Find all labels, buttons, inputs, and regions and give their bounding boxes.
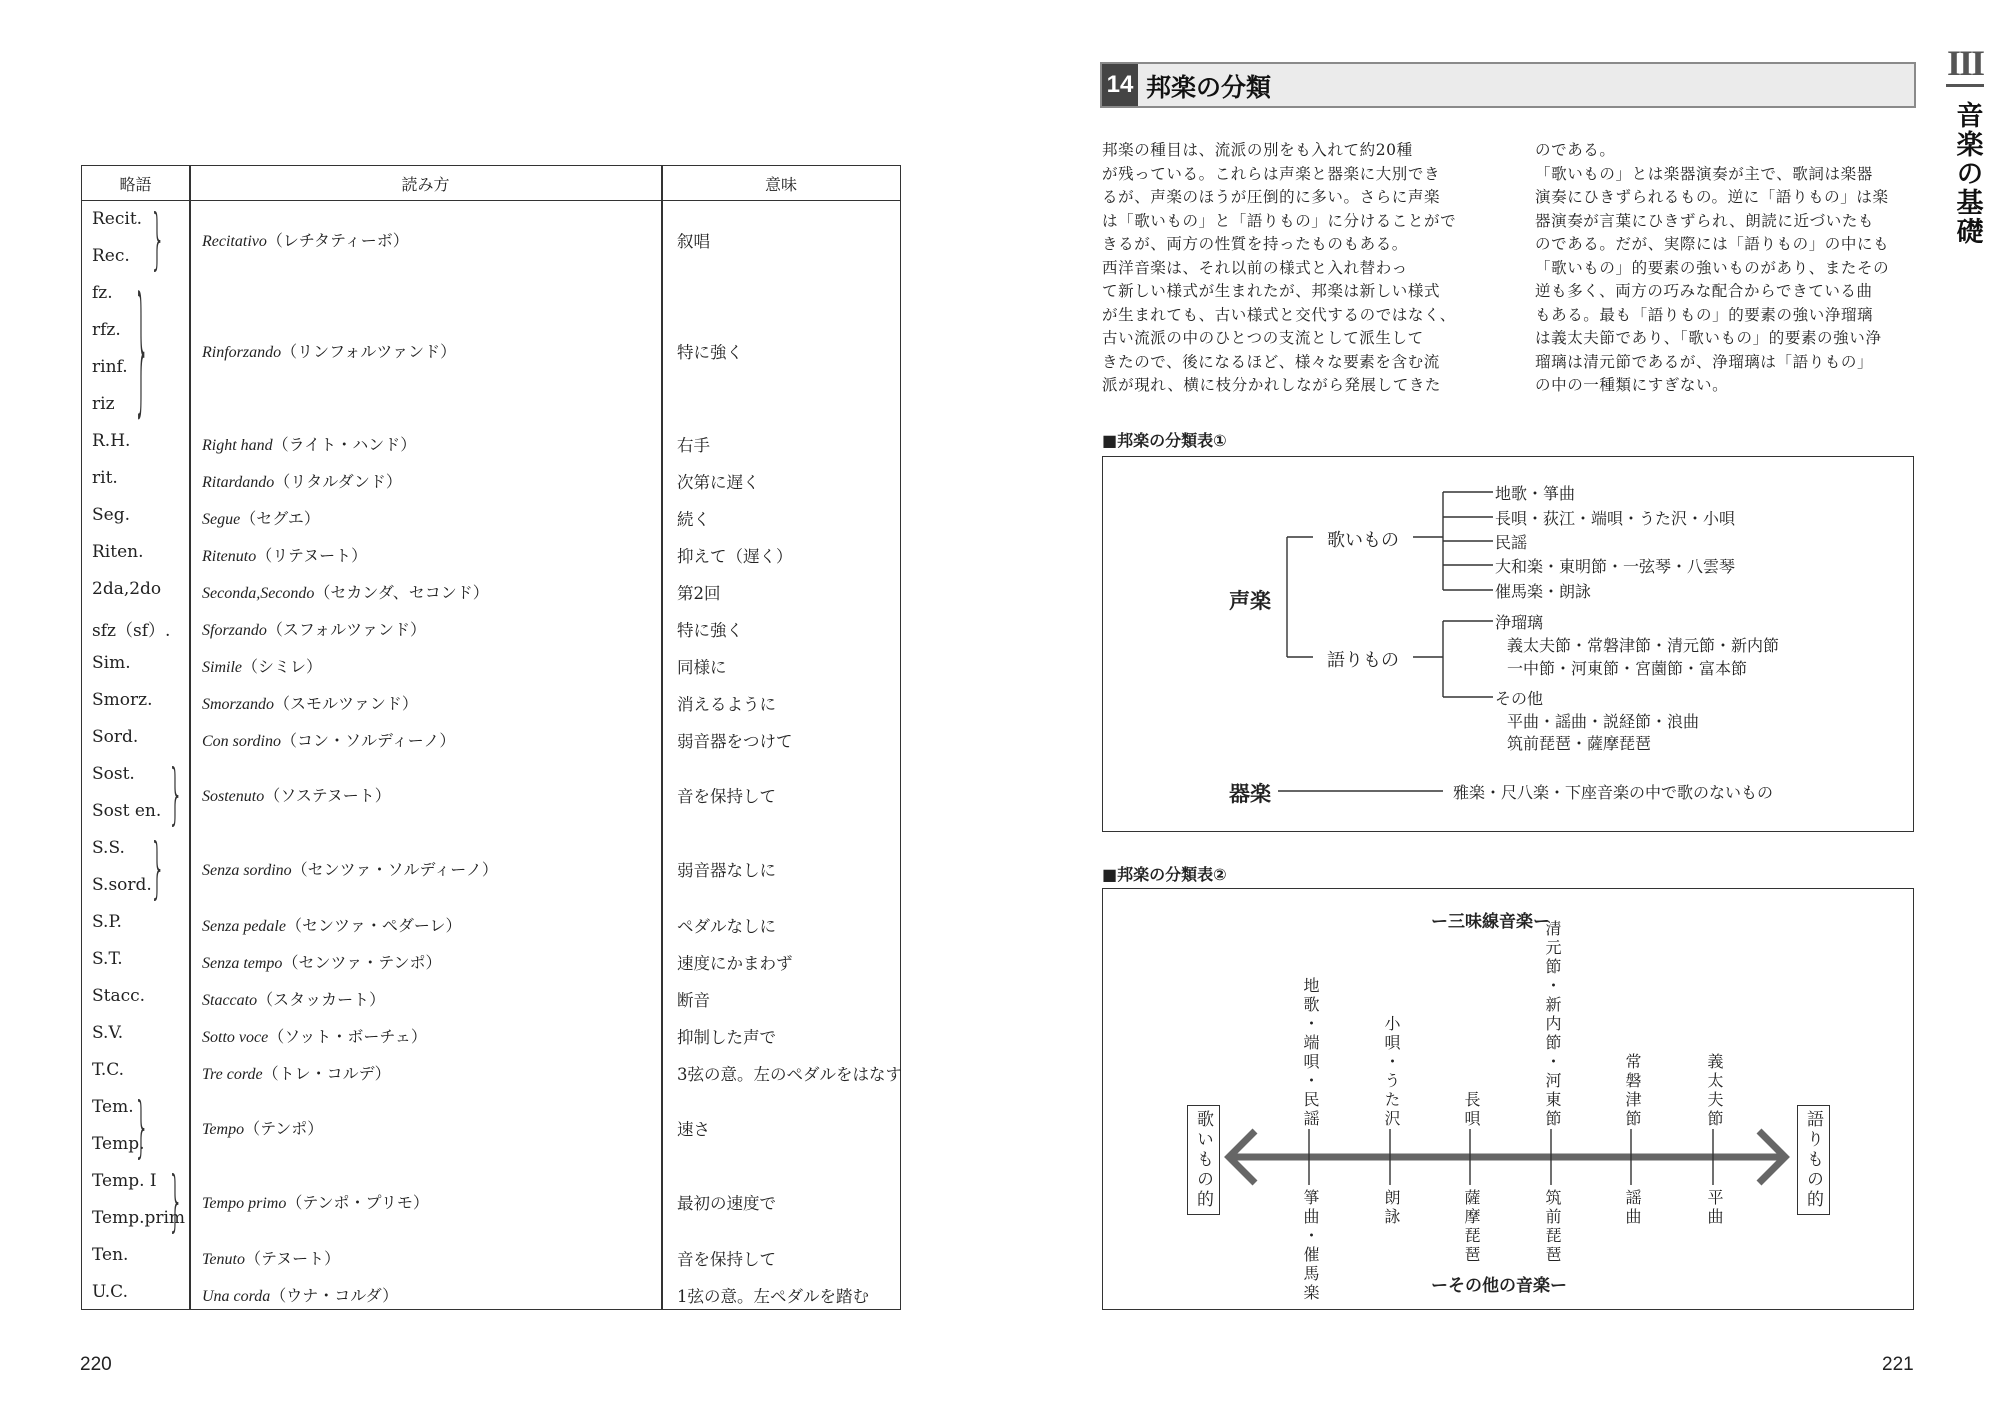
uta-item: 大和楽・東明節・一弦琴・八雲琴 — [1495, 557, 1736, 576]
reading-cell — [202, 228, 409, 251]
label-joruri: 浄瑠璃 — [1495, 613, 1544, 632]
lower-genre-label: 箏曲・催馬楽 — [1301, 1189, 1320, 1303]
reading-cell — [202, 1283, 398, 1306]
uta-item: 地歌・箏曲 — [1495, 484, 1576, 503]
table-row — [82, 1275, 900, 1312]
abbreviation-cell: rfz. — [92, 320, 121, 340]
uta-item: 催馬楽・朗詠 — [1495, 582, 1592, 601]
reading-cell — [202, 1190, 429, 1213]
reading-katakana: （スモルツァンド） — [274, 693, 418, 713]
label-utaimono: 歌いもの — [1327, 530, 1399, 551]
abbreviation-cell: Seg. — [92, 505, 130, 525]
label-other: その他 — [1495, 689, 1544, 708]
reading-cell — [202, 506, 320, 529]
abbreviation-cell: Rec. — [92, 246, 130, 266]
reading-katakana: （コン・ソルディーノ） — [280, 730, 456, 750]
chapter-numeral: III — [1946, 42, 1984, 87]
lower-genre-label: 平曲 — [1705, 1189, 1724, 1227]
meaning-cell: 第2回 — [677, 583, 721, 603]
meaning-cell: 弱音器をつけて — [677, 731, 793, 751]
table-row — [82, 424, 900, 461]
reading-cell — [202, 654, 322, 677]
meaning-cell: 音を保持して — [677, 787, 776, 806]
meaning-cell: 叙唱 — [677, 232, 710, 251]
abbreviation-cell: S.P. — [92, 912, 122, 932]
reading-italian: Senza sordino — [202, 862, 292, 879]
reading-katakana: （ライト・ハンド） — [272, 434, 417, 454]
table-row — [82, 979, 900, 1016]
label-other-music: ーその他の音楽ー — [1431, 1276, 1567, 1296]
abbreviation-cell: R.H. — [92, 431, 131, 451]
abbreviation-cell: rinf. — [92, 357, 128, 377]
label-vocal: 声楽 — [1229, 589, 1271, 613]
meaning-cell: 速さ — [677, 1120, 710, 1139]
uta-item: 民謡 — [1495, 533, 1528, 552]
grouping-brace: } — [168, 1162, 184, 1240]
reading-cell — [202, 339, 456, 362]
body-text-line: 「歌いもの」的要素の強いものがあり、またその — [1535, 258, 1890, 277]
body-text-line: のである。 — [1535, 141, 1616, 159]
label-katarimono-end: 語りもの的 — [1797, 1105, 1830, 1215]
grouping-brace: } — [134, 1088, 150, 1166]
grouping-brace: } — [150, 200, 166, 278]
upper-genre-label: 義太夫節 — [1705, 1053, 1724, 1129]
page-number-left: 220 — [80, 1354, 112, 1375]
reading-katakana: （テンポ・プリモ） — [286, 1193, 429, 1212]
body-text-line: 派が現れ、横に枝分かれしながら発展してきた — [1102, 376, 1442, 394]
table-row — [82, 757, 900, 831]
reading-cell — [202, 469, 402, 492]
abbreviation-cell: sfz（sf）. — [92, 621, 171, 641]
joruri-item: 一中節・河東節・宮薗節・富本節 — [1507, 659, 1748, 678]
meaning-cell: 消えるように — [677, 694, 776, 714]
body-text-line: の中の一種類にすぎない。 — [1535, 376, 1729, 394]
meaning-cell: 特に強く — [677, 620, 743, 640]
body-text-line: が残っている。これらは声楽と器楽に大別でき — [1102, 164, 1441, 183]
grouping-brace: } — [134, 268, 150, 432]
grouping-brace: } — [168, 755, 184, 833]
abbreviation-cell: Smorz. — [92, 690, 153, 710]
reading-katakana: （レチタティーボ） — [266, 231, 409, 250]
body-text-line: きたので、後になるほど、様々な要素を含む流 — [1102, 352, 1440, 371]
abbreviation-cell: rit. — [92, 468, 118, 488]
label-instrumental: 器楽 — [1229, 782, 1271, 806]
reading-italian: Ritenuto — [202, 547, 257, 565]
page-number-right: 221 — [1882, 1354, 1914, 1375]
meaning-cell: 1弦の意。左ペダルを踏む — [677, 1286, 869, 1306]
reading-katakana: （スタッカート） — [257, 989, 386, 1009]
reading-italian: Recitativo — [202, 233, 267, 250]
body-text-column-2 — [1535, 139, 1905, 398]
meaning-cell: 3弦の意。左のペダルをはなす — [677, 1064, 902, 1084]
table-row — [82, 1164, 900, 1238]
reading-italian: Sostenuto — [202, 788, 265, 805]
meaning-cell: ペダルなしに — [677, 916, 776, 936]
abbreviation-cell: Ten. — [92, 1245, 129, 1265]
abbreviation-cell: Temp. I — [92, 1171, 157, 1191]
abbreviation-cell: Temp. — [92, 1134, 145, 1154]
upper-genre-label: 清元節・新内節・河東節 — [1543, 920, 1562, 1129]
meaning-cell: 速度にかまわず — [677, 953, 793, 973]
label-shamisen-music: ー三味線音楽ー — [1431, 912, 1550, 932]
reading-katakana: （リタルダンド） — [274, 471, 402, 491]
chapter-side-tab — [1944, 42, 1990, 246]
abbreviation-cell: S.T. — [92, 949, 123, 969]
label-utaimono-end: 歌いもの的 — [1187, 1105, 1220, 1215]
table-row — [82, 1238, 900, 1275]
reading-cell — [202, 1024, 427, 1047]
reading-cell — [202, 1246, 340, 1269]
abbreviation-table — [81, 165, 901, 1310]
table-row — [82, 942, 900, 979]
reading-italian: Tempo — [202, 1121, 245, 1138]
body-text-line: 西洋音楽は、それ以前の様式と入れ替わっ — [1102, 258, 1408, 277]
meaning-cell: 最初の速度で — [677, 1194, 776, 1213]
reading-katakana: （センツァ・テンポ） — [282, 952, 442, 972]
reading-cell — [202, 857, 498, 880]
diagram2-axis — [1103, 889, 1913, 1309]
label-katarimono: 語りもの — [1327, 650, 1399, 671]
abbreviation-cell: Sost en. — [92, 801, 162, 821]
body-text-line: が生まれても、古い様式と交代するのではなく、 — [1102, 305, 1456, 324]
abbreviation-cell: U.C. — [92, 1282, 128, 1302]
reading-italian: Tenuto — [202, 1250, 245, 1268]
abbreviation-cell: S.sord. — [92, 875, 152, 895]
reading-italian: Segue — [202, 510, 241, 528]
meaning-cell: 抑えて（遅く） — [677, 546, 793, 566]
upper-genre-label: 小唄・うた沢 — [1382, 1015, 1401, 1129]
lower-genre-label: 朗詠 — [1382, 1189, 1401, 1227]
reading-italian: Staccato — [202, 991, 258, 1009]
reading-cell — [202, 543, 367, 566]
diagram2-caption: ■邦楽の分類表② — [1102, 865, 1227, 884]
chapter-title: 音楽の基礎 — [1951, 101, 1983, 246]
reading-italian: Senza pedale — [202, 917, 286, 935]
abbreviation-cell: Stacc. — [92, 986, 146, 1006]
meaning-cell: 音を保持して — [677, 1249, 776, 1269]
abbreviation-cell: Riten. — [92, 542, 144, 562]
classification-diagram-1 — [1102, 456, 1914, 832]
reading-italian: Senza tempo — [202, 954, 283, 972]
col-header-reading: 読み方 — [401, 175, 450, 194]
reading-cell — [202, 432, 416, 455]
body-text-line: もある。最も「語りもの」的要素の強い浄瑠璃 — [1535, 305, 1874, 324]
table-row — [82, 1016, 900, 1053]
reading-italian: Sotto voce — [202, 1028, 269, 1046]
reading-cell — [202, 691, 418, 714]
body-text-line: は義太夫節であり、「歌いもの」的要素の強い浄 — [1535, 329, 1882, 347]
section-number: 14 — [1102, 64, 1138, 106]
reading-italian: Una corda — [202, 1287, 271, 1305]
meaning-cell: 右手 — [677, 435, 710, 455]
col-header-meaning: 意味 — [764, 175, 797, 194]
other-item: 筑前琵琶・薩摩琵琶 — [1507, 734, 1652, 753]
table-row — [82, 268, 900, 432]
reading-katakana: （シミレ） — [242, 656, 323, 676]
meaning-cell: 断音 — [677, 990, 710, 1010]
reading-katakana: （センツァ・ソルディーノ） — [291, 860, 498, 879]
abbreviation-cell: 2da,2do — [92, 579, 162, 599]
table-row — [82, 831, 900, 905]
body-text-line: きるが、両方の性質を持ったものもある。 — [1102, 235, 1408, 253]
reading-katakana: （ソット・ボーチェ） — [268, 1026, 427, 1046]
table-row — [82, 683, 900, 720]
reading-cell — [202, 580, 489, 603]
reading-katakana: （センツァ・ペダーレ） — [285, 915, 462, 935]
reading-cell — [202, 1061, 391, 1084]
body-text-line: 演奏にひきずられるもの。逆に「語りもの」は楽 — [1535, 188, 1889, 206]
reading-katakana: （トレ・コルデ） — [262, 1063, 391, 1083]
abbreviation-cell: riz — [92, 394, 115, 414]
table-header — [82, 166, 900, 201]
body-text-line: 逆も多く、両方の巧みな配合からできている曲 — [1535, 282, 1873, 300]
table-row — [82, 1053, 900, 1090]
table-row — [82, 535, 900, 572]
reading-katakana: （テヌート） — [244, 1248, 341, 1268]
meaning-cell: 続く — [677, 509, 710, 529]
body-text-line: のである。だが、実際には「語りもの」の中にも — [1535, 235, 1890, 253]
meaning-cell: 抑制した声で — [677, 1027, 776, 1047]
reading-katakana: （リンフォルツァンド） — [281, 342, 457, 361]
col-header-abbr: 略語 — [119, 175, 152, 194]
reading-katakana: （スフォルツァンド） — [266, 619, 426, 639]
reading-katakana: （テンポ） — [244, 1119, 324, 1138]
reading-italian: Simile — [202, 658, 242, 676]
meaning-cell: 次第に遅く — [677, 472, 760, 492]
body-text-line: 瑠璃は清元節であるが、浄瑠璃は「語りもの」 — [1535, 352, 1874, 371]
reading-cell — [202, 913, 462, 936]
diagram1-caption: ■邦楽の分類表① — [1102, 431, 1227, 450]
meaning-cell: 特に強く — [677, 343, 743, 362]
body-text-line: 古い流派の中のひとつの支流として派生して — [1102, 329, 1424, 347]
table-row — [82, 720, 900, 757]
reading-italian: Tempo primo — [202, 1195, 287, 1212]
table-row — [82, 461, 900, 498]
reading-cell — [202, 783, 391, 806]
table-row — [82, 572, 900, 609]
reading-cell — [202, 1116, 323, 1139]
reading-katakana: （ソステヌート） — [264, 786, 391, 805]
body-text-line: 邦楽の種目は、流派の別をも入れて約20種 — [1102, 141, 1413, 159]
reading-italian: Rinforzando — [202, 344, 282, 361]
table-row — [82, 498, 900, 535]
meaning-cell: 同様に — [677, 657, 727, 677]
other-item: 平曲・謡曲・説経節・浪曲 — [1507, 712, 1700, 731]
body-text-column-1 — [1102, 139, 1468, 398]
abbreviation-cell: fz. — [92, 283, 113, 303]
table-row — [82, 646, 900, 683]
table-row — [82, 1090, 900, 1164]
body-text-line: て新しい様式が生まれたが、邦楽は新しい様式 — [1102, 282, 1441, 300]
abbreviation-cell: Tem. — [92, 1097, 134, 1117]
lower-genre-label: 謡曲 — [1623, 1189, 1642, 1227]
abbreviation-cell: Sim. — [92, 653, 131, 673]
reading-italian: Sforzando — [202, 621, 267, 639]
body-text-line: るが、声楽のほうが圧倒的に多い。さらに声楽 — [1102, 188, 1441, 206]
reading-katakana: （リテヌート） — [256, 545, 368, 565]
upper-genre-label: 長唄 — [1462, 1091, 1481, 1129]
abbreviation-cell: Temp.prim — [92, 1208, 186, 1228]
meaning-cell: 弱音器なしに — [677, 861, 776, 880]
section-title: 邦楽の分類 — [1146, 73, 1272, 102]
reading-katakana: （セグエ） — [240, 508, 320, 528]
reading-cell — [202, 728, 455, 751]
reading-cell — [202, 617, 426, 640]
reading-cell — [202, 987, 385, 1010]
table-row — [82, 202, 900, 276]
instrumental-description: 雅楽・尺八楽・下座音楽の中で歌のないもの — [1453, 783, 1774, 802]
table-row — [82, 905, 900, 942]
abbreviation-cell: Recit. — [92, 209, 143, 229]
reading-italian: Right hand — [202, 436, 273, 454]
table-row — [82, 609, 900, 646]
upper-genre-label: 常磐津節 — [1623, 1053, 1642, 1129]
abbreviation-cell: S.S. — [92, 838, 125, 858]
abbreviation-cell: T.C. — [92, 1060, 125, 1080]
upper-genre-label: 地歌・端唄・民謡 — [1301, 977, 1320, 1129]
reading-katakana: （ウナ・コルダ） — [270, 1285, 399, 1305]
body-text-line: 「歌いもの」とは楽器演奏が主で、歌詞は楽器 — [1535, 164, 1873, 183]
body-text-line: 器演奏が言葉にひきずられ、朗読に近づいたも — [1535, 211, 1875, 230]
reading-italian: Con sordino — [202, 732, 281, 750]
body-text-line: は「歌いもの」と「語りもの」に分けることがで — [1102, 211, 1457, 230]
abbreviation-cell: S.V. — [92, 1023, 124, 1043]
classification-diagram-2 — [1102, 888, 1914, 1310]
reading-italian: Ritardando — [202, 473, 275, 491]
lower-genre-label: 薩摩琵琶 — [1462, 1189, 1481, 1265]
reading-cell — [202, 950, 441, 973]
reading-katakana: （セカンダ、セコンド） — [314, 582, 489, 602]
grouping-brace: } — [150, 829, 166, 907]
section-heading — [1100, 62, 1916, 108]
abbreviation-cell: Sord. — [92, 727, 139, 747]
reading-italian: Tre corde — [202, 1065, 263, 1083]
reading-italian: Smorzando — [202, 695, 275, 713]
uta-item: 長唄・荻江・端唄・うた沢・小唄 — [1495, 509, 1736, 528]
abbreviation-cell: Sost. — [92, 764, 135, 784]
reading-italian: Seconda,Secondo — [202, 584, 315, 602]
lower-genre-label: 筑前琵琶 — [1543, 1189, 1562, 1265]
joruri-item: 義太夫節・常磐津節・清元節・新内節 — [1507, 636, 1780, 655]
